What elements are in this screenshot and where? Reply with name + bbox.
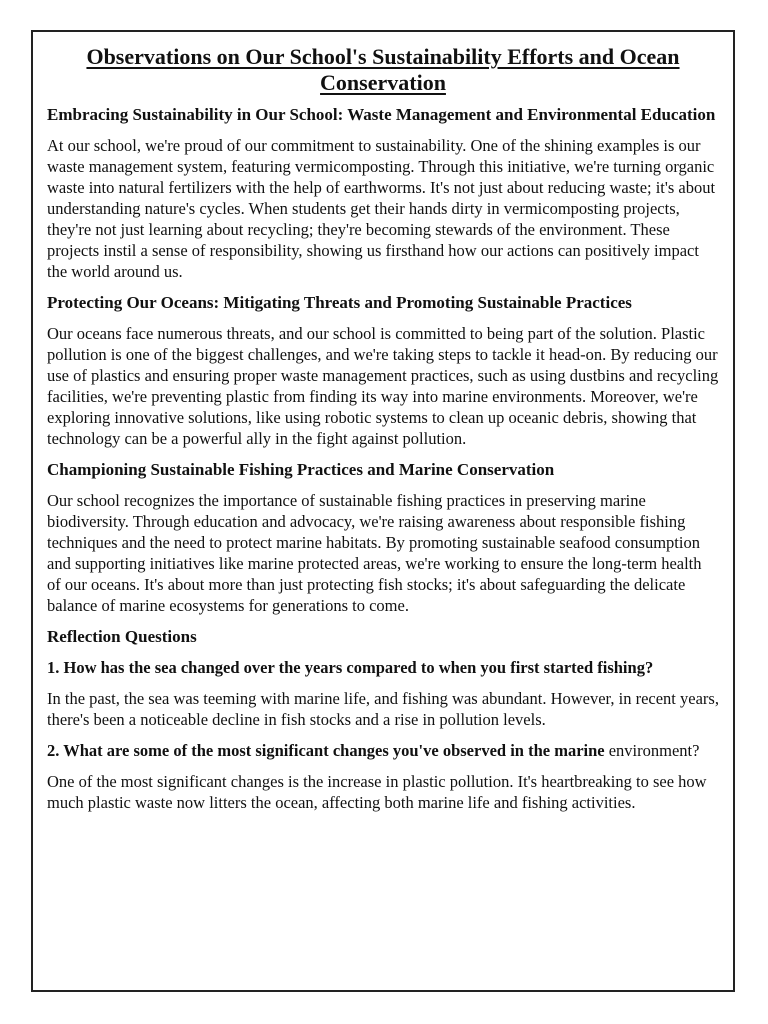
question-text-rest: environment? bbox=[604, 741, 700, 760]
section-paragraph: Our school recognizes the importance of sustainable fishing practices in preserving marine biodiversity. Through education and advocacy, we're raising awareness about responsible fishing techniques and the need to protect marine habitats. By promoting sustainable seafood consumption and supporting initiatives like marine protected areas, we're working to ensure the long-term health of our oceans. It's about more than just protecting fish stocks; it's about safeguarding the delicate balance of marine ecosystems for generations to come. bbox=[47, 491, 702, 615]
section-paragraph: At our school, we're proud of our commitment to sustainability. One of the shining examples is our waste management system, featuring vermicomposting. Through this initiative, we're turning organic waste into natural fertilizers with the help of earthworms. It's not just about reducing waste; it's about understanding nature's cycles. When students get their hands dirty in vermicomposting projects, they're not just learning about recycling; they're becoming stewards of the environment. These projects instil a sense of responsibility, showing us firsthand how our actions can positively impact the world around us. bbox=[47, 136, 716, 281]
section-heading: Embracing Sustainability in Our School: Waste Management and Environmental Education bbox=[47, 105, 716, 124]
section-heading: Protecting Our Oceans: Mitigating Threats and Promoting Sustainable Practices bbox=[47, 293, 632, 312]
section-waste-management bbox=[47, 104, 719, 282]
reflection-question-2 bbox=[47, 740, 719, 761]
reflection-answer-1: In the past, the sea was teeming with marine life, and fishing was abundant. However, in recent years, there's been a noticeable decline in fish stocks and a rise in pollution levels. bbox=[47, 689, 719, 729]
section-sustainable-fishing bbox=[47, 459, 719, 616]
document-page bbox=[31, 30, 735, 992]
section-heading: Championing Sustainable Fishing Practices and Marine Conservation bbox=[47, 460, 555, 479]
reflection-question-1 bbox=[47, 657, 719, 678]
reflection-heading: Reflection Questions bbox=[47, 627, 197, 646]
reflection-questions-section bbox=[47, 626, 719, 813]
document-title: Observations on Our School's Sustainability Efforts and Ocean Conservation bbox=[86, 44, 680, 95]
reflection-answer-2: One of the most significant changes is the increase in plastic pollution. It's heartbreaking to see how much plastic waste now litters the ocean, affecting both marine life and fishing activities. bbox=[47, 772, 707, 812]
section-paragraph: Our oceans face numerous threats, and our school is committed to being part of the solution. Plastic pollution is one of the biggest challenges, and we're taking steps to tackle it head-on. By reducing our use of plastics and ensuring proper waste management practices, such as using dustbins and recycling facilities, we're preventing plastic from finding its way into marine environments. Moreover, we're exploring innovative solutions, like using robotic systems to clean up oceanic debris, showing that technology can be a powerful ally in the fight against pollution. bbox=[47, 324, 719, 448]
section-protecting-oceans bbox=[47, 292, 719, 449]
question-text: 1. How has the sea changed over the years compared to when you first started fishing? bbox=[47, 658, 654, 677]
question-text: 2. What are some of the most significant changes you've observed in the marine bbox=[47, 741, 605, 760]
